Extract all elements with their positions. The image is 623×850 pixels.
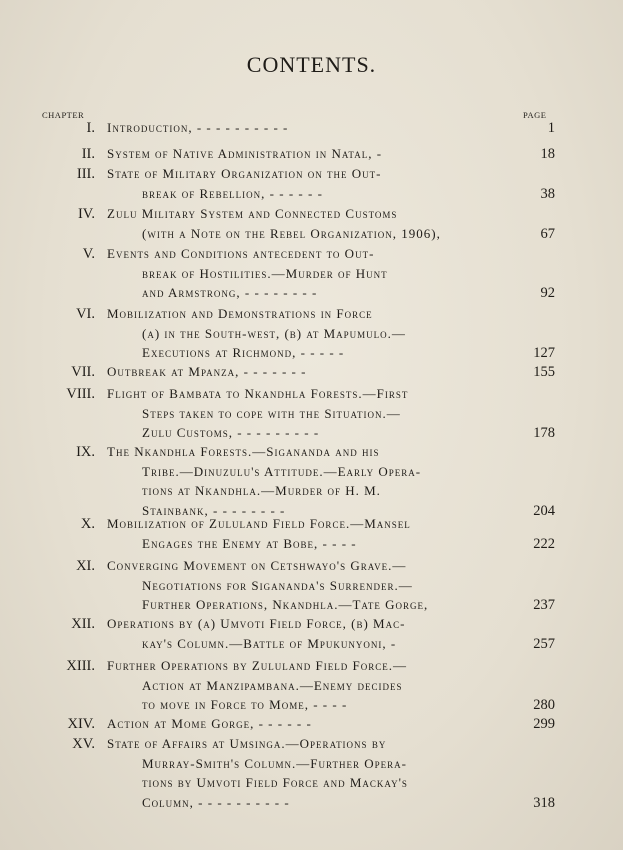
page-title: CONTENTS. xyxy=(246,52,377,77)
chapter-title-line: (a) in the South-west, (b) at Mapumulo.— xyxy=(142,325,406,341)
chapter-title-line: and Armstrong, - - - - - - - - xyxy=(142,285,318,300)
chapter-number: IX. xyxy=(76,444,95,460)
chapter-title-line: Action at Mome Gorge, - - - - - - xyxy=(107,716,312,731)
chapter-title-line: Mobilization of Zululand Field Force.—Mansel xyxy=(107,516,411,531)
page-number: 18 xyxy=(540,146,555,162)
chapter-title-line: break of Rebellion, - - - - - - xyxy=(142,185,323,201)
chapter-title-line: Mobilization and Demonstrations in Force xyxy=(107,306,373,321)
page-column-header: PAGE xyxy=(523,110,547,120)
chapter-title-line: Negotiations for Sigananda's Surrender.— xyxy=(142,577,413,593)
chapter-number: VII. xyxy=(71,364,95,380)
chapter-title-line: Operations by (a) Umvoti Field Force, (b) Mac- xyxy=(107,616,406,631)
chapter-title-line: Engages the Enemy at Bobe, - - - - xyxy=(142,535,357,551)
chapter-number: X. xyxy=(80,516,95,532)
chapter-title-line: kay's Column.—Battle of Mpukunyoni, - xyxy=(142,635,397,651)
page-number: 67 xyxy=(540,225,555,242)
chapter-title-line: (with a Note on the Rebel Organization, 1906), xyxy=(142,225,441,241)
chapter-title-line: Events and Conditions antecedent to Out- xyxy=(107,246,375,261)
chapter-number: II. xyxy=(81,146,95,162)
chapter-title-line: tions at Nkandhla.—Murder of H. M. xyxy=(142,483,381,498)
page-number: 222 xyxy=(533,535,555,552)
chapter-number: VIII. xyxy=(66,386,95,402)
page-number: 178 xyxy=(533,425,555,441)
chapter-number: V. xyxy=(82,246,95,262)
chapter-title-line: Introduction, - - - - - - - - - - xyxy=(107,120,289,135)
chapter-title-line: Steps taken to cope with the Situation.— xyxy=(142,405,401,421)
chapter-title-line: Stainbank, - - - - - - - - xyxy=(142,502,286,518)
page-number: 38 xyxy=(540,185,555,202)
page-number: 92 xyxy=(540,285,555,301)
chapter-number: XIII. xyxy=(66,658,95,674)
chapter-number: III. xyxy=(76,166,95,182)
chapter-title-line: State of Affairs at Umsinga.—Operations by xyxy=(107,736,387,751)
chapter-title-line: Column, - - - - - - - - - - xyxy=(142,794,290,810)
chapter-title-line: Further Operations, Nkandhla.—Tate Gorge, xyxy=(142,597,429,612)
page-number: 318 xyxy=(533,794,555,811)
chapter-column-header: CHAPTER xyxy=(42,110,85,120)
chapter-number: XI. xyxy=(76,558,95,574)
chapter-number: VI. xyxy=(76,306,95,322)
chapter-title-line: to move in Force to Mome, - - - - xyxy=(142,697,348,712)
page-number: 155 xyxy=(533,364,555,380)
chapter-title-line: Action at Manzipambana.—Enemy decides xyxy=(142,677,403,693)
chapter-title-line: Tribe.—Dinuzulu's Attitude.—Early Opera- xyxy=(142,463,422,479)
chapter-title-line: Executions at Richmond, - - - - - xyxy=(142,345,345,360)
page-number: 257 xyxy=(533,635,555,652)
chapter-title-line: Further Operations by Zululand Field Force.— xyxy=(107,658,407,673)
chapter-title-line: The Nkandhla Forests.—Siganandа and his xyxy=(107,444,380,459)
page-number: 127 xyxy=(533,345,555,361)
chapter-title-line: Murray-Smith's Column.—Further Opera- xyxy=(142,755,407,771)
chapter-title-line: tions by Umvoti Field Force and Mackay's xyxy=(142,775,408,790)
chapter-number: I. xyxy=(86,120,95,136)
page-number: 237 xyxy=(533,597,555,613)
page-number: 299 xyxy=(533,716,555,732)
chapter-title-line: break of Hostilities.—Murder of Hunt xyxy=(142,265,388,281)
chapter-title-line: State of Military Organization on the Out- xyxy=(107,166,382,181)
page-number: 1 xyxy=(547,120,555,136)
chapter-number: XV. xyxy=(72,736,95,752)
chapter-number: XII. xyxy=(71,616,95,632)
chapter-title-line: System of Native Administration in Natal, - xyxy=(107,146,383,161)
chapter-number: IV. xyxy=(77,206,95,222)
page-number: 204 xyxy=(533,502,555,519)
chapter-title-line: Flight of Bambata to Nkandhla Forests.—First xyxy=(107,386,409,401)
chapter-title-line: Zulu Customs, - - - - - - - - - xyxy=(142,425,320,440)
chapter-number: XIV. xyxy=(67,716,95,732)
chapter-title-line: Converging Movement on Cetshwayo's Grave.— xyxy=(107,558,407,573)
chapter-title-line: Outbreak at Mpanza, - - - - - - - xyxy=(107,364,307,379)
page-number: 280 xyxy=(533,697,555,713)
chapter-title-line: Zulu Military System and Connected Customs xyxy=(107,206,398,221)
